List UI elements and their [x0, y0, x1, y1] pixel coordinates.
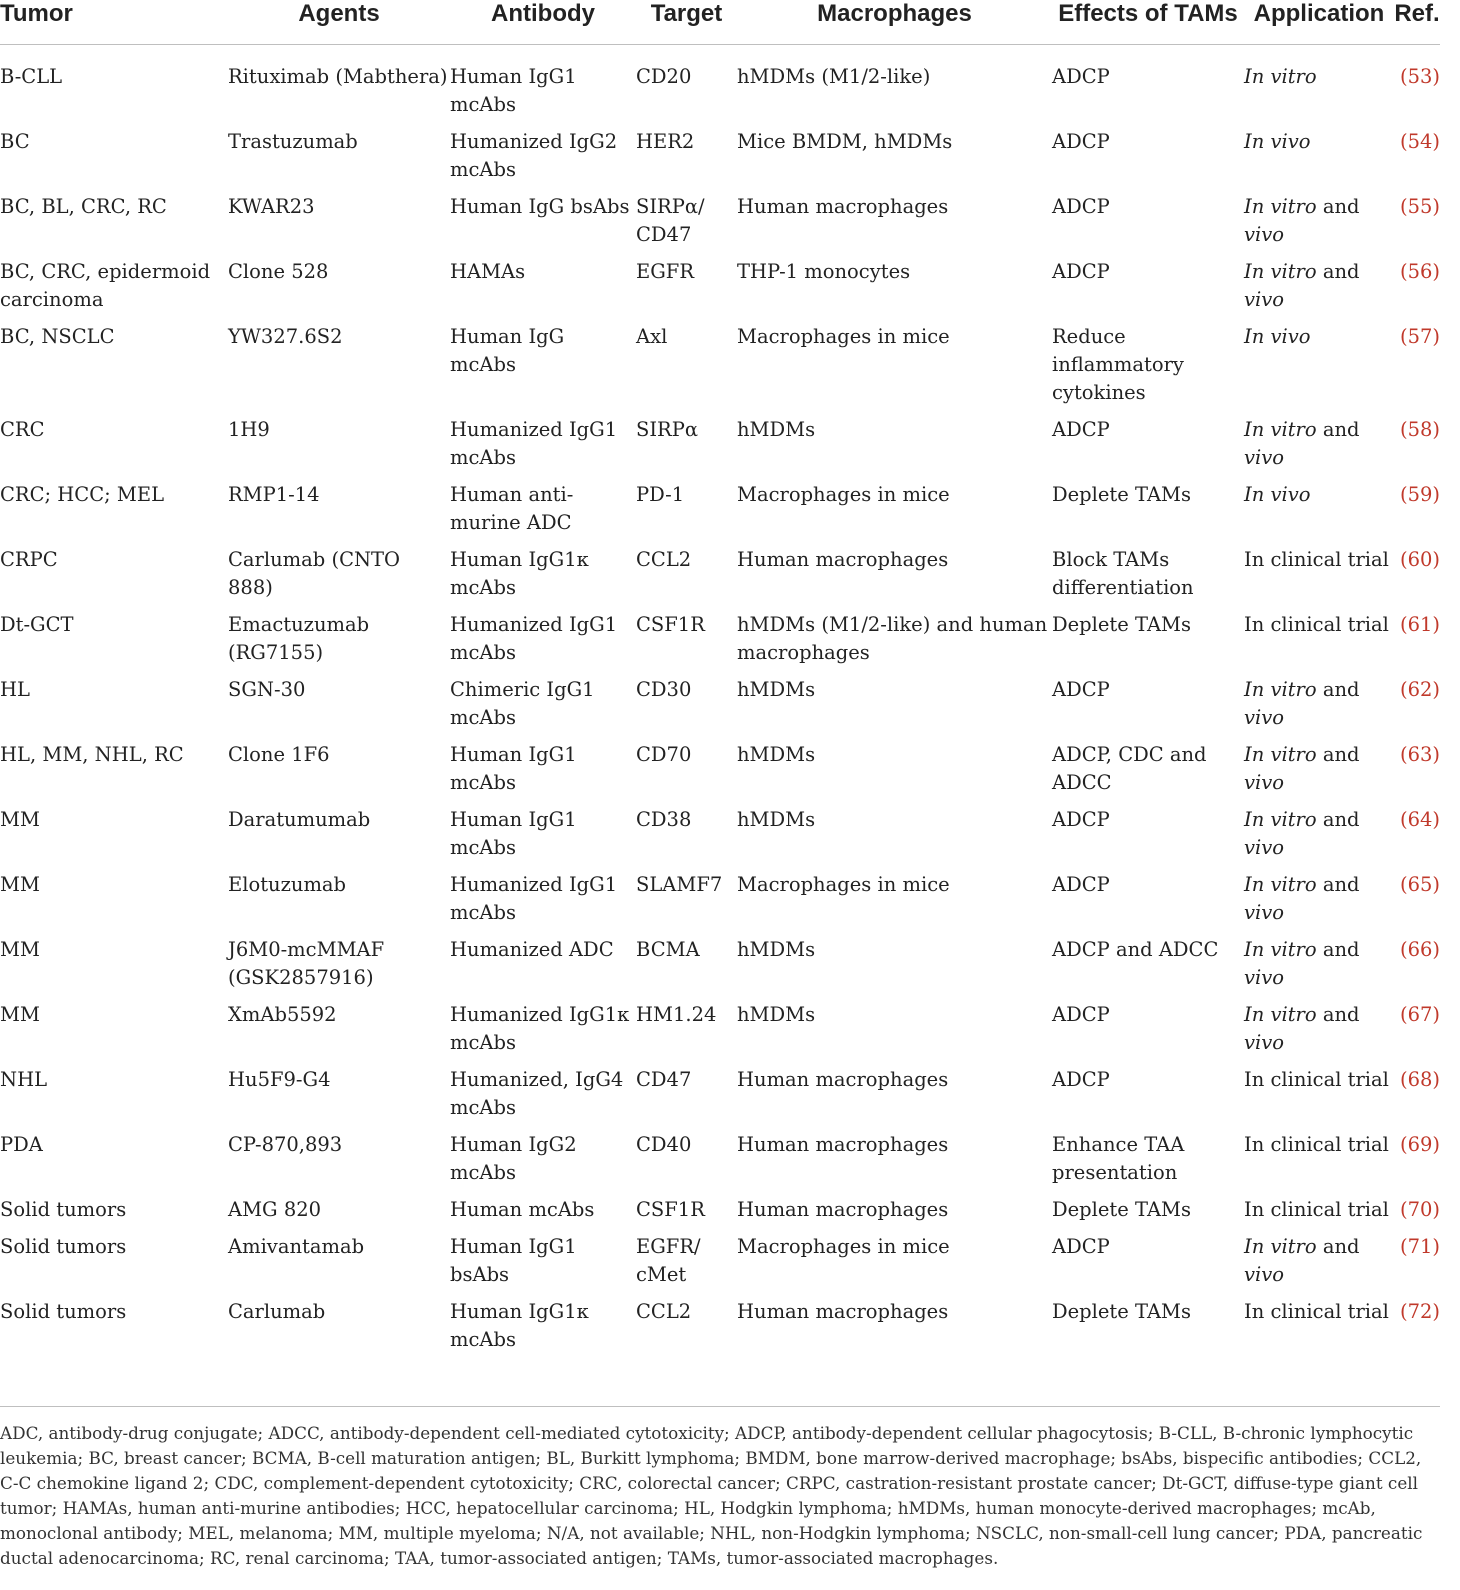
cell-target: SIRPα [636, 418, 699, 441]
cell-effects: Deplete TAMs [1052, 1198, 1192, 1221]
cell-effects: ADCP [1052, 1068, 1110, 1091]
cell-effects: ADCP [1052, 1235, 1110, 1258]
cell-macrophages: hMDMs [737, 808, 816, 831]
table-row [0, 1131, 1440, 1196]
cell-target: CD70 [636, 743, 692, 766]
table-row [0, 806, 1440, 871]
header-antibody: Antibody [491, 0, 595, 27]
cell-antibody: Human IgG2 mcAbs [450, 1133, 577, 1184]
cell-application: In clinical trial [1244, 548, 1389, 571]
cell-agents: Amivantamab [228, 1235, 365, 1258]
cell-agents: 1H9 [228, 418, 270, 441]
header-effects: Effects of TAMs [1058, 0, 1238, 27]
cell-effects: ADCP [1052, 195, 1110, 218]
cell-effects: ADCP [1052, 678, 1110, 701]
cell-ref[interactable]: (64) [1399, 808, 1440, 831]
table-row [0, 45, 1440, 129]
cell-effects: ADCP, CDC and ADCC [1052, 743, 1207, 794]
table-row [0, 936, 1440, 1001]
cell-macrophages: hMDMs (M1/2-like) and human macrophages [737, 613, 1048, 664]
cell-tumor: CRC; HCC; MEL [0, 483, 165, 506]
cell-application: In vivo [1244, 325, 1311, 348]
cell-antibody: Humanized ADC [450, 938, 614, 961]
cell-target: PD-1 [636, 483, 685, 506]
cell-antibody: Human mcAbs [450, 1198, 595, 1221]
cell-ref[interactable]: (60) [1399, 548, 1440, 571]
cell-effects: ADCP [1052, 1003, 1110, 1026]
cell-agents: Clone 528 [228, 260, 329, 283]
cell-antibody: Humanized IgG1 mcAbs [450, 613, 618, 664]
cell-antibody: Human IgG1 mcAbs [450, 808, 577, 859]
cell-target: SIRPα/ CD47 [636, 195, 705, 246]
table-row [0, 1298, 1440, 1363]
cell-agents: CP-870,893 [228, 1133, 343, 1156]
cell-antibody: Human IgG mcAbs [450, 325, 565, 376]
cell-application: In vitro and vivo [1244, 938, 1360, 989]
cell-effects: Deplete TAMs [1052, 483, 1192, 506]
header-tumor: Tumor [0, 0, 73, 27]
cell-effects: ADCP [1052, 65, 1110, 88]
cell-macrophages: hMDMs [737, 418, 816, 441]
cell-macrophages: Human macrophages [737, 1198, 949, 1221]
cell-macrophages: Macrophages in mice [737, 325, 950, 348]
cell-ref[interactable]: (71) [1399, 1235, 1440, 1258]
cell-agents: Trastuzumab [228, 130, 358, 153]
cell-macrophages: Human macrophages [737, 1068, 949, 1091]
cell-agents: Hu5F9-G4 [228, 1068, 331, 1091]
table-row [0, 871, 1440, 936]
table-row [0, 611, 1440, 676]
cell-agents: Emactuzumab (RG7155) [228, 613, 370, 664]
cell-ref[interactable]: (56) [1399, 260, 1440, 283]
cell-macrophages: Human macrophages [737, 195, 949, 218]
cell-application: In vitro [1244, 65, 1317, 88]
table-row [0, 258, 1440, 323]
cell-antibody: Human IgG1 bsAbs [450, 1235, 577, 1286]
cell-ref[interactable]: (67) [1399, 1003, 1440, 1026]
cell-tumor: BC [0, 130, 30, 153]
header-macrophages: Macrophages [817, 0, 972, 27]
cell-antibody: Human IgG bsAbs [450, 195, 630, 218]
cell-application: In clinical trial [1244, 1068, 1389, 1091]
cell-macrophages: hMDMs [737, 743, 816, 766]
cell-tumor: Solid tumors [0, 1198, 127, 1221]
table-row [0, 676, 1440, 741]
cell-application: In vitro and vivo [1244, 195, 1360, 246]
cell-agents: XmAb5592 [228, 1003, 337, 1026]
cell-tumor: MM [0, 1003, 40, 1026]
cell-effects: ADCP [1052, 873, 1110, 896]
cell-antibody: Humanized IgG1κ mcAbs [450, 1003, 630, 1054]
cell-application: In clinical trial [1244, 613, 1389, 636]
table-row [0, 741, 1440, 806]
cell-effects: ADCP [1052, 808, 1110, 831]
cell-ref[interactable]: (57) [1399, 325, 1440, 348]
cell-agents: Elotuzumab [228, 873, 347, 896]
cell-ref[interactable]: (61) [1399, 613, 1440, 636]
cell-target: CCL2 [636, 1300, 692, 1323]
cell-tumor: MM [0, 938, 40, 961]
cell-target: EGFR/ cMet [636, 1235, 701, 1286]
cell-agents: Daratumumab [228, 808, 371, 831]
cell-ref[interactable]: (72) [1399, 1300, 1440, 1323]
cell-ref[interactable]: (58) [1399, 418, 1440, 441]
header-ref: Ref. [1394, 0, 1440, 27]
cell-antibody: HAMAs [450, 260, 526, 283]
cell-ref[interactable]: (53) [1399, 65, 1440, 88]
cell-agents: SGN-30 [228, 678, 306, 701]
cell-target: Axl [636, 325, 668, 348]
cell-target: HER2 [636, 130, 695, 153]
cell-application: In vitro and vivo [1244, 260, 1360, 311]
cell-agents: Rituximab (Mabthera) [228, 65, 448, 88]
cell-target: BCMA [636, 938, 700, 961]
cell-macrophages: hMDMs [737, 938, 816, 961]
cell-antibody: Humanized IgG2 mcAbs [450, 130, 618, 181]
cell-tumor: Solid tumors [0, 1235, 127, 1258]
cell-agents: YW327.6S2 [228, 325, 343, 348]
cell-macrophages: Macrophages in mice [737, 873, 950, 896]
table-row [0, 481, 1440, 546]
cell-macrophages: hMDMs [737, 1003, 816, 1026]
cell-target: CSF1R [636, 1198, 705, 1221]
cell-tumor: NHL [0, 1068, 48, 1091]
cell-effects: ADCP and ADCC [1052, 938, 1219, 961]
cell-effects: Reduce inflammatory cytokines [1052, 325, 1184, 404]
cell-ref[interactable]: (54) [1399, 130, 1440, 153]
cell-macrophages: Macrophages in mice [737, 483, 950, 506]
cell-application: In vitro and vivo [1244, 678, 1360, 729]
cell-macrophages: Human macrophages [737, 548, 949, 571]
table-footnote: ADC, antibody-drug conjugate; ADCC, antibody-dependent cell-mediated cytotoxicity; ADCP, antibody-dependent cellular phagocytosis; B-CLL, B-chronic lymphocytic leukemia; BC, breast cancer; BCMA, B-cell maturation antigen; BL, Burkitt lymphoma; BMDM, bone marrow-derived macrophage; bsAbs, bispecific antibodies; CCL2, C-C chemokine ligand 2; CDC, complement-dependent cytotoxicity; CRC, colorectal cancer; CRPC, castration-resistant prostate cancer; Dt-GCT, diffuse-type giant cell tumor; HAMAs, human anti-murine antibodies; HCC, hepatocellular carcinoma; HL, Hodgkin lymphoma; hMDMs, human monocyte-derived macrophages; mcAb, monoclonal antibody; MEL, melanoma; MM, multiple myeloma; N/A, not available; NHL, non-Hodgkin lymphoma; NSCLC, non-small-cell lung cancer; PDA, pancreatic ductal adenocarcinoma; RC, renal carcinoma; TAA, tumor-associated antigen; TAMs, tumor-associated macrophages. [0, 1406, 1440, 1571]
cell-tumor: MM [0, 808, 40, 831]
cell-antibody: Human anti-murine ADC [450, 483, 574, 534]
cell-agents: KWAR23 [228, 195, 315, 218]
cell-macrophages: THP-1 monocytes [737, 260, 911, 283]
cell-ref[interactable]: (63) [1399, 743, 1440, 766]
cell-agents: AMG 820 [228, 1198, 322, 1221]
cell-tumor: Dt-GCT [0, 613, 74, 636]
cell-ref[interactable]: (69) [1399, 1133, 1440, 1156]
cell-antibody: Humanized IgG1 mcAbs [450, 873, 618, 924]
cell-effects: Enhance TAA presentation [1052, 1133, 1185, 1184]
cell-agents: Clone 1F6 [228, 743, 330, 766]
cell-ref[interactable]: (59) [1399, 483, 1440, 506]
cell-macrophages: Human macrophages [737, 1300, 949, 1323]
cell-application: In clinical trial [1244, 1133, 1389, 1156]
table-row [0, 128, 1440, 193]
header-target: Target [650, 0, 723, 27]
cell-application: In vitro and vivo [1244, 808, 1360, 859]
cell-macrophages: hMDMs (M1/2-like) [737, 65, 931, 88]
cell-target: CD30 [636, 678, 692, 701]
cell-agents: RMP1-14 [228, 483, 320, 506]
cell-agents: J6M0-mcMMAF (GSK2857916) [228, 938, 385, 989]
cell-antibody: Humanized IgG1 mcAbs [450, 418, 618, 469]
cell-target: CD40 [636, 1133, 692, 1156]
cell-ref[interactable]: (55) [1399, 195, 1440, 218]
cell-effects: ADCP [1052, 418, 1110, 441]
cell-target: EGFR [636, 260, 695, 283]
header-agents: Agents [298, 0, 380, 27]
table-row [0, 1066, 1440, 1131]
cell-antibody: Human IgG1 mcAbs [450, 65, 577, 116]
table-row [0, 1001, 1440, 1066]
table-row [0, 1196, 1440, 1233]
cell-antibody: Human IgG1κ mcAbs [450, 1300, 589, 1351]
cell-application: In clinical trial [1244, 1300, 1389, 1323]
cell-agents: Carlumab [228, 1300, 326, 1323]
table-row [0, 416, 1440, 481]
cell-target: CD20 [636, 65, 692, 88]
cell-antibody: Human IgG1 mcAbs [450, 743, 577, 794]
cell-macrophages: hMDMs [737, 678, 816, 701]
cell-application: In vitro and vivo [1244, 1003, 1360, 1054]
cell-application: In vitro and vivo [1244, 418, 1360, 469]
cell-target: SLAMF7 [636, 873, 723, 896]
cell-tumor: PDA [0, 1133, 43, 1156]
cell-antibody: Chimeric IgG1 mcAbs [450, 678, 595, 729]
cell-tumor: MM [0, 873, 40, 896]
table-row [0, 193, 1440, 258]
cell-ref[interactable]: (62) [1399, 678, 1440, 701]
header-application: Application [1253, 0, 1385, 27]
cell-macrophages: Human macrophages [737, 1133, 949, 1156]
cell-ref[interactable]: (70) [1399, 1198, 1440, 1221]
cell-effects: Block TAMs differentiation [1052, 548, 1194, 599]
cell-effects: Deplete TAMs [1052, 613, 1192, 636]
cell-antibody: Humanized, IgG4 mcAbs [450, 1068, 624, 1119]
cell-target: HM1.24 [636, 1003, 717, 1026]
cell-application: In vivo [1244, 130, 1311, 153]
table-header-row [0, 0, 1440, 45]
cell-effects: ADCP [1052, 130, 1110, 153]
cell-application: In vitro and vivo [1244, 873, 1360, 924]
cell-application: In clinical trial [1244, 1198, 1389, 1221]
table-row [0, 1233, 1440, 1298]
cell-application: In vitro and vivo [1244, 1235, 1360, 1286]
cell-application: In vitro and vivo [1244, 743, 1360, 794]
cell-ref[interactable]: (68) [1399, 1068, 1440, 1091]
cell-macrophages: Mice BMDM, hMDMs [737, 130, 953, 153]
cell-target: CSF1R [636, 613, 705, 636]
cell-tumor: CRC [0, 418, 45, 441]
cell-tumor: BC, NSCLC [0, 325, 115, 348]
cell-tumor: HL [0, 678, 30, 701]
cell-antibody: Human IgG1κ mcAbs [450, 548, 589, 599]
cell-tumor: BC, CRC, epidermoid carcinoma [0, 260, 211, 311]
table-row [0, 546, 1440, 611]
cell-macrophages: Macrophages in mice [737, 1235, 950, 1258]
cell-target: CD38 [636, 808, 692, 831]
cell-effects: ADCP [1052, 260, 1110, 283]
cell-target: CCL2 [636, 548, 692, 571]
cell-agents: Carlumab (CNTO 888) [228, 548, 401, 599]
cell-tumor: HL, MM, NHL, RC [0, 743, 184, 766]
cell-effects: Deplete TAMs [1052, 1300, 1192, 1323]
cell-ref[interactable]: (65) [1399, 873, 1440, 896]
cell-target: CD47 [636, 1068, 692, 1091]
cell-tumor: BC, BL, CRC, RC [0, 195, 167, 218]
cell-tumor: Solid tumors [0, 1300, 127, 1323]
cell-ref[interactable]: (66) [1399, 938, 1440, 961]
table-row [0, 323, 1440, 416]
cell-tumor: CRPC [0, 548, 58, 571]
cell-application: In vivo [1244, 483, 1311, 506]
cell-tumor: B-CLL [0, 65, 63, 88]
